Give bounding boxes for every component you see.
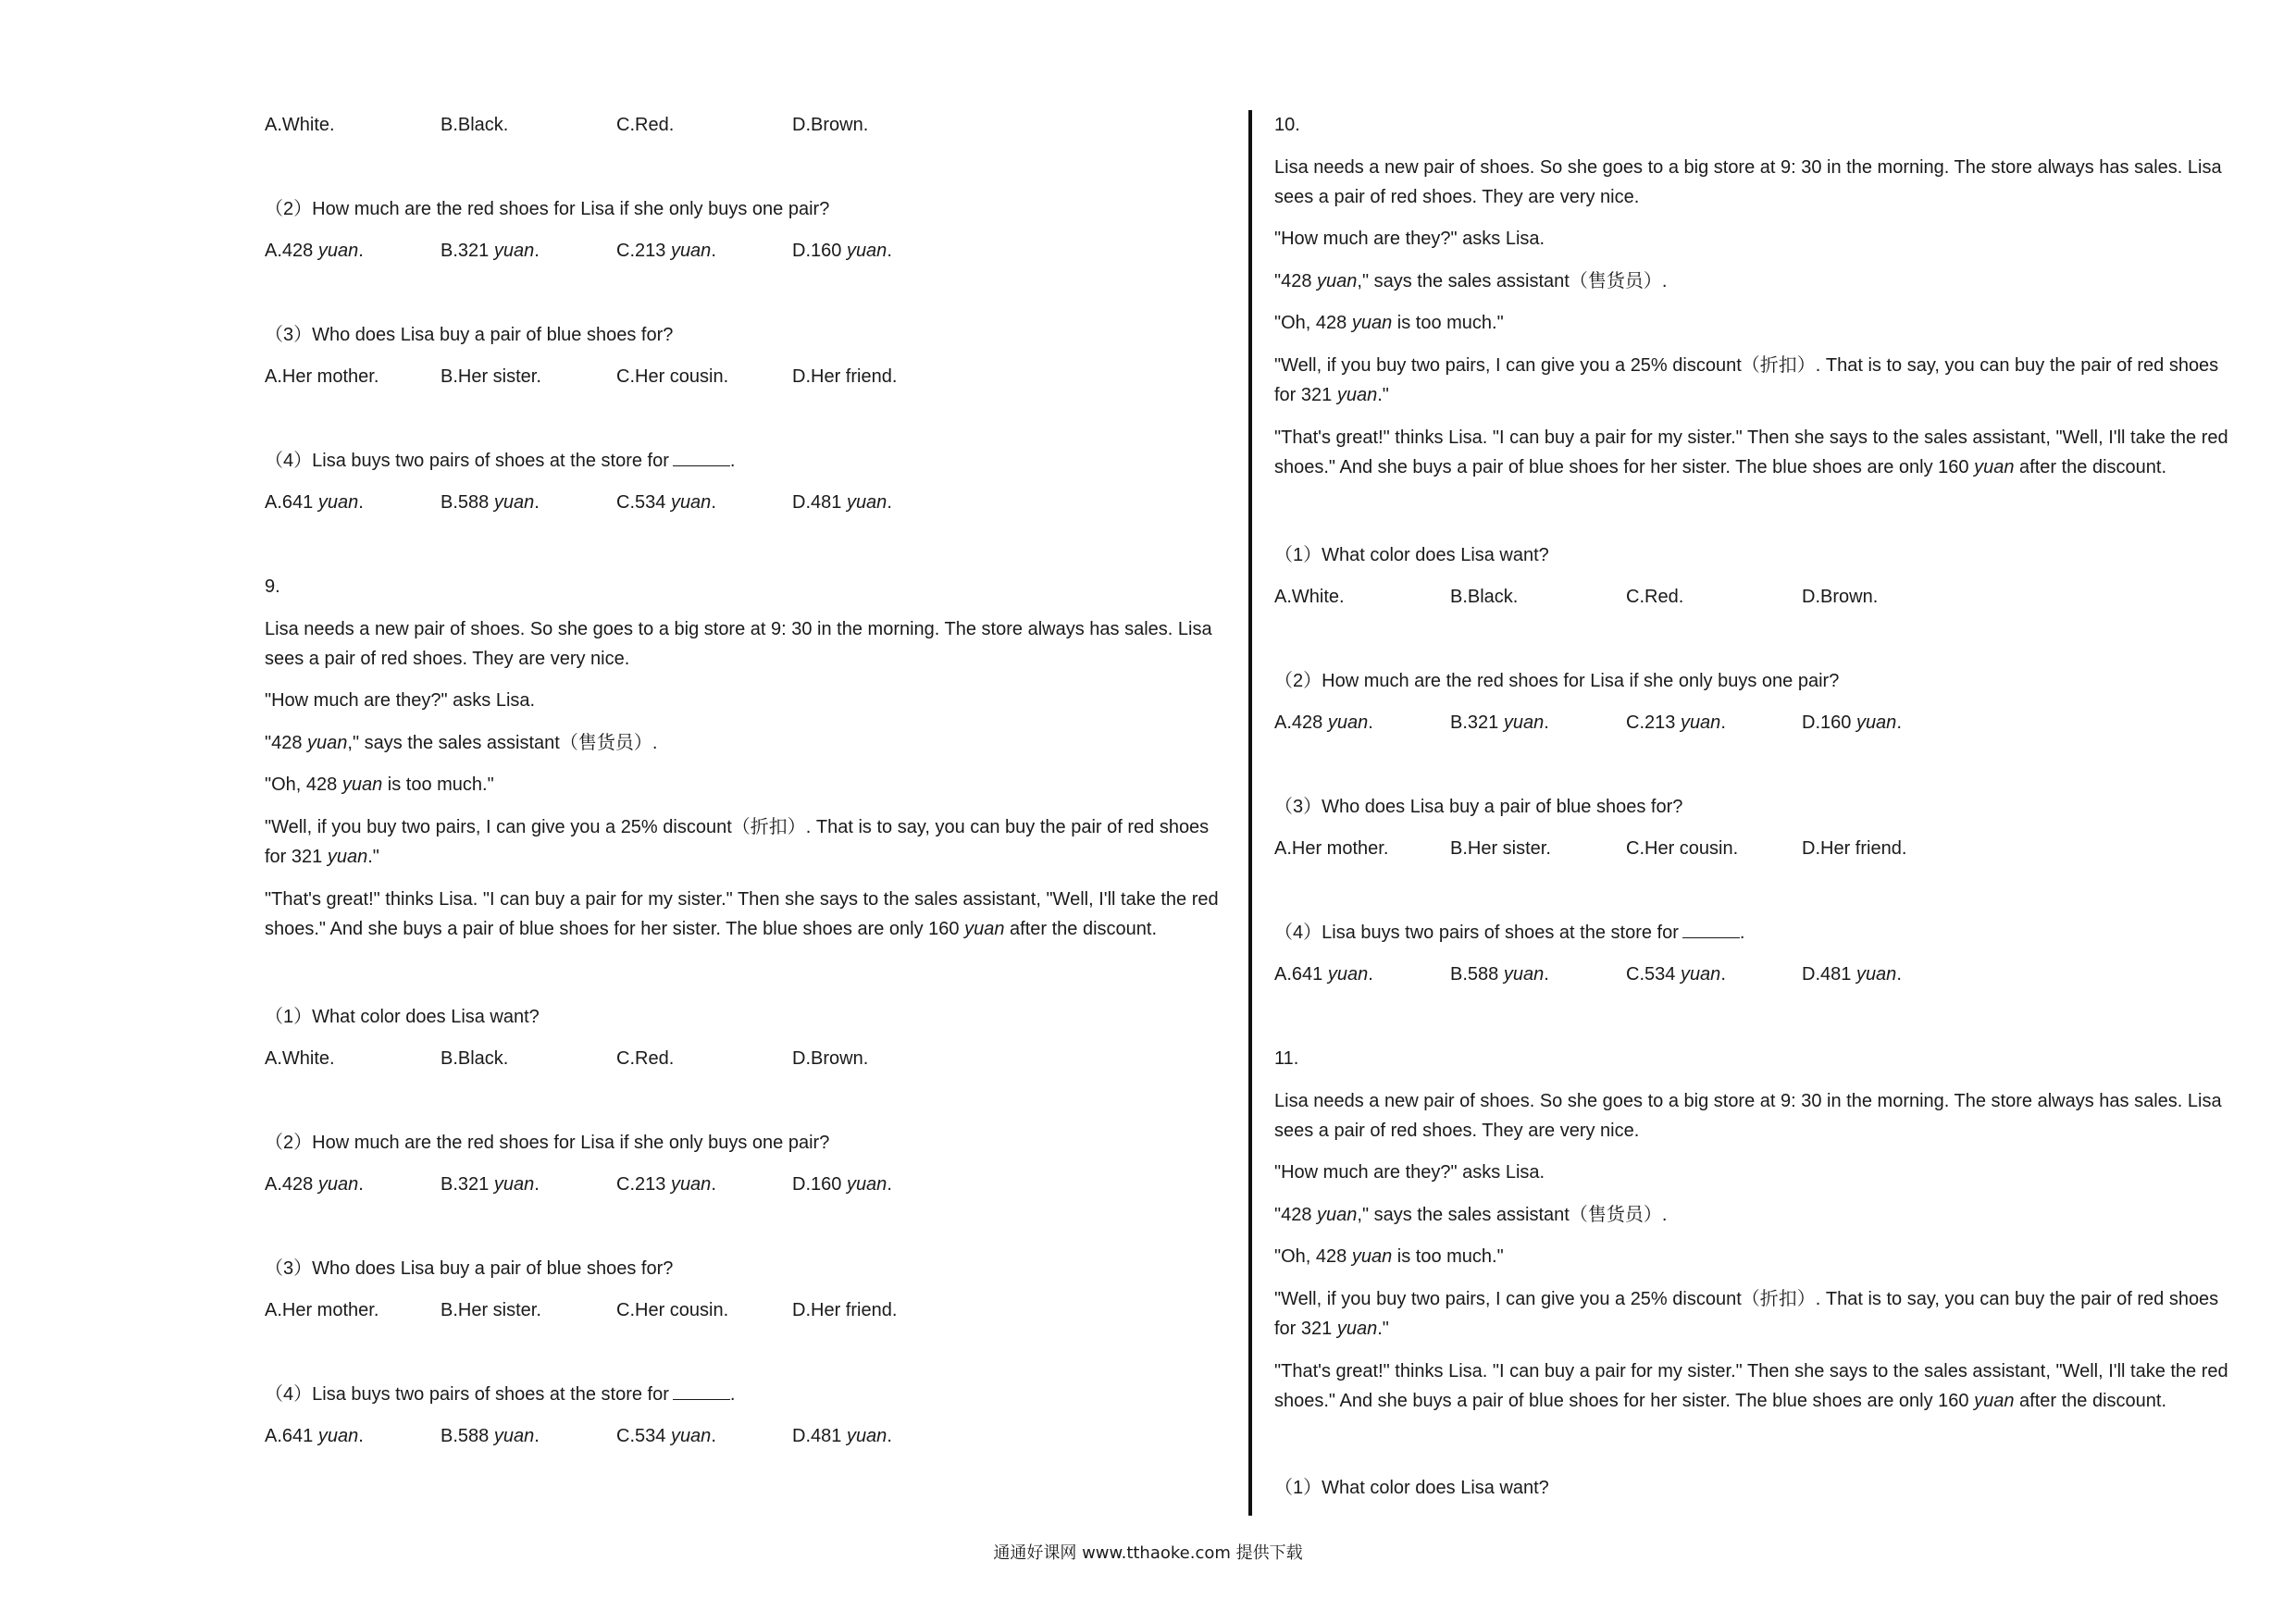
option-b: B.Her sister. xyxy=(441,1300,541,1320)
answer-blank xyxy=(673,1382,730,1400)
option-row xyxy=(265,488,1227,517)
option-row xyxy=(1274,834,2237,863)
option-a: A.White. xyxy=(1274,587,1345,607)
passage-paragraph: "How much are they?" asks Lisa. xyxy=(1274,1162,1545,1183)
option-b: B.Her sister. xyxy=(1450,838,1551,859)
option-row xyxy=(265,236,1227,266)
option-row xyxy=(265,362,1227,391)
passage-paragraph: "428 yuan," says the sales assistant（售货员）. xyxy=(1274,1205,1668,1225)
passage-paragraph: "Oh, 428 yuan is too much." xyxy=(265,774,494,795)
question-3: （3）Who does Lisa buy a pair of blue shoes for? xyxy=(265,325,674,345)
option-b: B.321 yuan. xyxy=(441,241,540,261)
option-d: D.160 yuan. xyxy=(1802,712,1902,733)
option-row xyxy=(265,1170,1227,1199)
question-4: （4）Lisa buys two pairs of shoes at the store for . xyxy=(265,1384,736,1405)
option-a: A.Her mother. xyxy=(1274,838,1389,859)
option-b: B.Her sister. xyxy=(441,366,541,387)
question-1: （1）What color does Lisa want? xyxy=(265,1007,540,1027)
option-b: B.Black. xyxy=(441,1048,509,1069)
option-b: B.Black. xyxy=(1450,587,1519,607)
option-b: B.588 yuan. xyxy=(441,1426,540,1446)
answer-blank xyxy=(673,449,730,466)
option-c: C.534 yuan. xyxy=(616,492,716,513)
option-d: D.160 yuan. xyxy=(792,1174,892,1195)
passage-paragraph: Lisa needs a new pair of shoes. So she goes to a big store at 9: 30 in the morning. The store always has sales. Lisa sees a pair of red shoes. They are very nice. xyxy=(265,619,1212,669)
option-a: A.Her mother. xyxy=(265,366,379,387)
option-c: C.Her cousin. xyxy=(616,366,729,387)
option-d: D.Brown. xyxy=(792,1048,869,1069)
option-a: A.Her mother. xyxy=(265,1300,379,1320)
option-c: C.534 yuan. xyxy=(616,1426,716,1446)
passage-paragraph: "That's great!" thinks Lisa. "I can buy a pair for my sister." Then she says to the sales assistant, "Well, I'll take the red shoes." And she buys a pair of blue shoes for her sister. The blue shoes are only 160 yuan after the discount. xyxy=(1274,1361,2228,1411)
question-3: （3）Who does Lisa buy a pair of blue shoes for? xyxy=(265,1258,674,1279)
option-c: C.213 yuan. xyxy=(1626,712,1726,733)
option-a: A.428 yuan. xyxy=(265,1174,364,1195)
option-c: C.213 yuan. xyxy=(616,1174,716,1195)
option-d: D.160 yuan. xyxy=(792,241,892,261)
option-c: C.Red. xyxy=(616,1048,675,1069)
column-divider xyxy=(1248,110,1252,1516)
passage-paragraph: "How much are they?" asks Lisa. xyxy=(1274,229,1545,249)
option-row xyxy=(265,1044,1227,1073)
option-row xyxy=(265,1421,1227,1451)
question-2: （2）How much are the red shoes for Lisa if she only buys one pair? xyxy=(265,1133,830,1153)
option-c: C.213 yuan. xyxy=(616,241,716,261)
option-b: B.588 yuan. xyxy=(441,492,540,513)
option-row xyxy=(265,110,1227,140)
passage-paragraph: "Well, if you buy two pairs, I can give you a 25% discount（折扣）. That is to say, you can buy the pair of red shoes for 321 yuan." xyxy=(265,817,1210,867)
question-1: （1）What color does Lisa want? xyxy=(1274,1478,1549,1498)
option-c: C.Red. xyxy=(616,115,675,135)
passage-paragraph: "Well, if you buy two pairs, I can give you a 25% discount（折扣）. That is to say, you can buy the pair of red shoes for 321 yuan." xyxy=(1274,355,2219,405)
option-row xyxy=(265,1295,1227,1325)
question-1: （1）What color does Lisa want? xyxy=(1274,545,1549,565)
option-c: C.Her cousin. xyxy=(616,1300,729,1320)
option-d: D.481 yuan. xyxy=(792,1426,892,1446)
answer-blank xyxy=(1682,921,1740,938)
question-4: （4）Lisa buys two pairs of shoes at the store for . xyxy=(1274,923,1745,943)
passage-paragraph: "How much are they?" asks Lisa. xyxy=(265,690,536,711)
question-number: 10. xyxy=(1274,115,1300,135)
passage-paragraph: Lisa needs a new pair of shoes. So she goes to a big store at 9: 30 in the morning. The store always has sales. Lisa sees a pair of red shoes. They are very nice. xyxy=(1274,1091,2222,1141)
option-d: D.Brown. xyxy=(1802,587,1879,607)
passage-paragraph: Lisa needs a new pair of shoes. So she goes to a big store at 9: 30 in the morning. The store always has sales. Lisa sees a pair of red shoes. They are very nice. xyxy=(1274,157,2222,207)
option-c: C.Red. xyxy=(1626,587,1684,607)
option-row xyxy=(1274,582,2237,612)
option-d: D.Her friend. xyxy=(1802,838,1907,859)
option-a: A.641 yuan. xyxy=(265,492,364,513)
option-a: A.641 yuan. xyxy=(265,1426,364,1446)
option-a: A.641 yuan. xyxy=(1274,964,1373,985)
option-d: D.481 yuan. xyxy=(792,492,892,513)
question-2: （2）How much are the red shoes for Lisa if she only buys one pair? xyxy=(1274,671,1840,691)
question-number: 11. xyxy=(1274,1048,1299,1069)
option-row xyxy=(1274,708,2237,737)
question-2: （2）How much are the red shoes for Lisa if she only buys one pair? xyxy=(265,199,830,219)
option-a: A.428 yuan. xyxy=(265,241,364,261)
question-3: （3）Who does Lisa buy a pair of blue shoes for? xyxy=(1274,797,1683,817)
option-d: D.Her friend. xyxy=(792,366,898,387)
option-d: D.Her friend. xyxy=(792,1300,898,1320)
option-b: B.Black. xyxy=(441,115,509,135)
passage-paragraph: "Oh, 428 yuan is too much." xyxy=(1274,1246,1504,1267)
passage-paragraph: "428 yuan," says the sales assistant（售货员）. xyxy=(1274,271,1668,291)
option-b: B.321 yuan. xyxy=(441,1174,540,1195)
option-row xyxy=(1274,960,2237,989)
option-a: A.428 yuan. xyxy=(1274,712,1373,733)
option-c: C.Her cousin. xyxy=(1626,838,1739,859)
option-c: C.534 yuan. xyxy=(1626,964,1726,985)
passage-paragraph: "Oh, 428 yuan is too much." xyxy=(1274,313,1504,333)
option-a: A.White. xyxy=(265,1048,335,1069)
option-d: D.Brown. xyxy=(792,115,869,135)
passage-paragraph: "Well, if you buy two pairs, I can give you a 25% discount（折扣）. That is to say, you can buy the pair of red shoes for 321 yuan." xyxy=(1274,1289,2219,1339)
option-b: B.321 yuan. xyxy=(1450,712,1549,733)
question-4: （4）Lisa buys two pairs of shoes at the store for . xyxy=(265,451,736,471)
page-footer: 通通好课网 www.tthaoke.com 提供下载 xyxy=(993,1543,1303,1563)
option-b: B.588 yuan. xyxy=(1450,964,1549,985)
option-a: A.White. xyxy=(265,115,335,135)
passage-paragraph: "That's great!" thinks Lisa. "I can buy a pair for my sister." Then she says to the sales assistant, "Well, I'll take the red shoes." And she buys a pair of blue shoes for her sister. The blue shoes are only 160 yuan after the discount. xyxy=(265,889,1219,939)
question-number: 9. xyxy=(265,576,280,597)
option-d: D.481 yuan. xyxy=(1802,964,1902,985)
passage-paragraph: "That's great!" thinks Lisa. "I can buy a pair for my sister." Then she says to the sales assistant, "Well, I'll take the red shoes." And she buys a pair of blue shoes for her sister. The blue shoes are only 160 yuan after the discount. xyxy=(1274,427,2228,477)
passage-paragraph: "428 yuan," says the sales assistant（售货员）. xyxy=(265,733,658,753)
